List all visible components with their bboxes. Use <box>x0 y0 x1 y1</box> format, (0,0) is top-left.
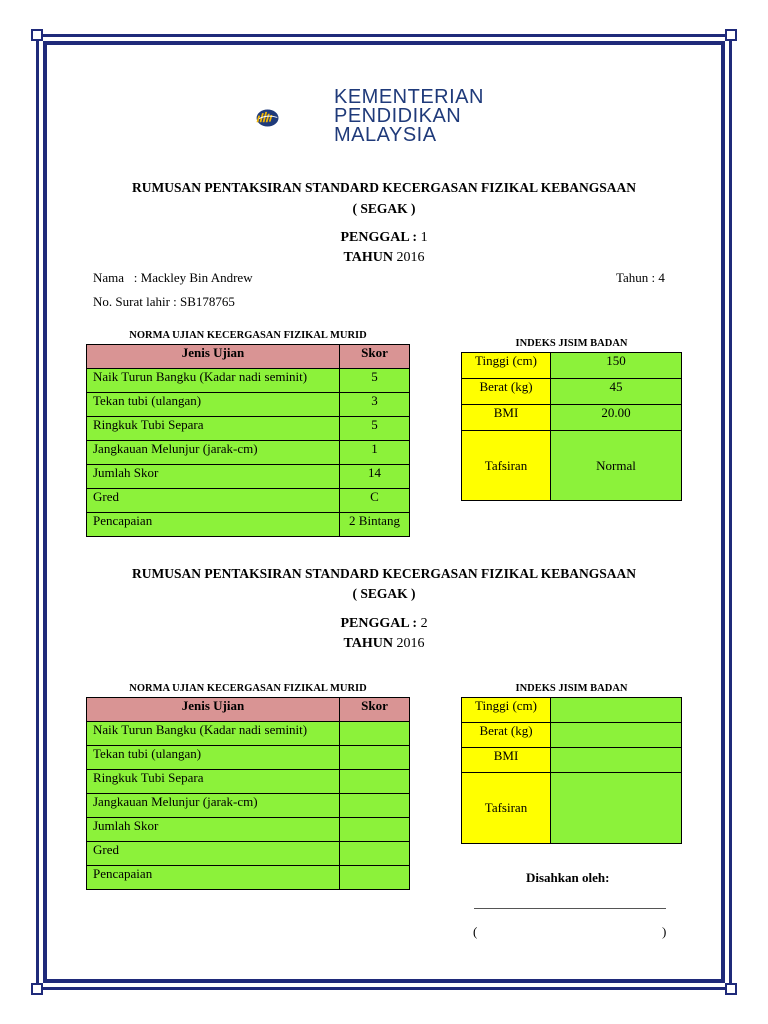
table-row <box>87 489 410 513</box>
test-score[interactable] <box>340 818 410 842</box>
test-score[interactable] <box>340 866 410 890</box>
table-header <box>87 698 410 722</box>
test-name: Jangkauan Melunjur (jarak-cm) <box>87 441 340 465</box>
logo-line-2: PENDIDIKAN <box>334 105 462 127</box>
penggal-value: 2 <box>420 616 428 631</box>
table-header <box>87 345 410 369</box>
bmi-value[interactable] <box>551 698 682 723</box>
penggal-label: PENGGAL : <box>340 230 418 245</box>
table-row <box>462 379 682 405</box>
test-name: Tekan tubi (ulangan) <box>87 746 340 770</box>
norma-table-1 <box>86 344 410 537</box>
test-score[interactable] <box>340 722 410 746</box>
corner-ornament-tl <box>31 29 43 41</box>
header-jenis: Jenis Ujian <box>87 698 340 722</box>
test-name: Gred <box>87 842 340 866</box>
penggal-value: 1 <box>420 230 428 245</box>
table-row <box>87 417 410 441</box>
test-name: Pencapaian <box>87 866 340 890</box>
bmi-label: Berat (kg) <box>462 723 551 748</box>
header-jenis: Jenis Ujian <box>87 345 340 369</box>
test-score: C <box>340 489 410 513</box>
table-row <box>87 794 410 818</box>
test-score[interactable] <box>340 842 410 866</box>
logo-line-1: KEMENTERIAN <box>334 86 484 108</box>
section2-penggal <box>0 616 768 632</box>
section1-subtitle: ( SEGAK ) <box>352 201 416 216</box>
test-name: Tekan tubi (ulangan) <box>87 393 340 417</box>
test-score: 3 <box>340 393 410 417</box>
table-row <box>87 818 410 842</box>
test-name: Gred <box>87 489 340 513</box>
bmi-label: Tinggi (cm) <box>462 353 551 379</box>
logo-line-3: MALAYSIA <box>334 124 437 146</box>
test-score: 5 <box>340 417 410 441</box>
section1-tahun <box>0 250 768 266</box>
test-name: Naik Turun Bangku (Kadar nadi seminit) <box>87 722 340 746</box>
table-row <box>462 431 682 501</box>
penggal-label: PENGGAL : <box>340 616 418 631</box>
student-year: Tahun : 4 <box>616 270 665 285</box>
table-row <box>462 405 682 431</box>
student-name <box>93 270 253 286</box>
table-row <box>87 369 410 393</box>
norma-table-2 <box>86 697 410 890</box>
table-row <box>87 465 410 489</box>
table-row <box>462 773 682 844</box>
norma-caption-1: NORMA UJIAN KECERGASAN FIZIKAL MURID <box>129 330 367 341</box>
test-name: Jumlah Skor <box>87 818 340 842</box>
test-score[interactable] <box>340 746 410 770</box>
surat-label: No. Surat lahir <box>93 294 170 309</box>
table-row <box>462 698 682 723</box>
bmi-label: BMI <box>462 405 551 431</box>
section2-title: RUMUSAN PENTAKSIRAN STANDARD KECERGASAN FIZIKAL KEBANGSAAN <box>132 566 636 581</box>
table-row <box>87 441 410 465</box>
bmi-label: BMI <box>462 748 551 773</box>
bmi-label: Tafsiran <box>462 431 551 501</box>
corner-ornament-tr <box>725 29 737 41</box>
test-score[interactable] <box>340 794 410 818</box>
bmi-label: Tinggi (cm) <box>462 698 551 723</box>
ministry-logo-text <box>334 88 484 145</box>
bmi-table-1 <box>461 352 682 501</box>
table-row <box>87 722 410 746</box>
nama-label: Nama <box>93 270 125 285</box>
name-paren-open: ( <box>473 924 478 939</box>
test-name: Ringkuk Tubi Separa <box>87 417 340 441</box>
surat-value: : SB178765 <box>173 294 235 309</box>
table-row <box>87 513 410 537</box>
test-name: Naik Turun Bangku (Kadar nadi seminit) <box>87 369 340 393</box>
tahun-value: 2016 <box>396 250 425 265</box>
table-row <box>87 866 410 890</box>
bmi-value: 45 <box>551 379 682 405</box>
bmi-value[interactable] <box>551 748 682 773</box>
bmi-table-2 <box>461 697 682 844</box>
table-row <box>87 746 410 770</box>
norma-caption-2: NORMA UJIAN KECERGASAN FIZIKAL MURID <box>129 683 367 694</box>
test-score[interactable] <box>340 770 410 794</box>
test-score: 14 <box>340 465 410 489</box>
test-score: 2 Bintang <box>340 513 410 537</box>
test-name: Jangkauan Melunjur (jarak-cm) <box>87 794 340 818</box>
bmi-value: Normal <box>551 431 682 501</box>
section2-subtitle: ( SEGAK ) <box>352 586 416 601</box>
tahun-value: 2016 <box>396 636 425 651</box>
bmi-value: 150 <box>551 353 682 379</box>
table-row <box>87 770 410 794</box>
tahun-label: TAHUN <box>343 636 394 651</box>
test-score: 1 <box>340 441 410 465</box>
corner-ornament-br <box>725 983 737 995</box>
bmi-caption-2: INDEKS JISIM BADAN <box>515 683 628 694</box>
bmi-label: Berat (kg) <box>462 379 551 405</box>
table-row <box>462 353 682 379</box>
section2-tahun <box>0 636 768 652</box>
section1-title: RUMUSAN PENTAKSIRAN STANDARD KECERGASAN FIZIKAL KEBANGSAAN <box>132 180 636 195</box>
bmi-value[interactable] <box>551 773 682 844</box>
table-row <box>87 842 410 866</box>
test-name: Ringkuk Tubi Separa <box>87 770 340 794</box>
section1-penggal <box>0 230 768 246</box>
tahun-label: TAHUN <box>343 250 394 265</box>
header-skor: Skor <box>340 345 410 369</box>
signature-line[interactable] <box>474 908 666 909</box>
name-paren-close: ) <box>662 924 667 939</box>
table-row <box>462 748 682 773</box>
bmi-caption-1: INDEKS JISIM BADAN <box>515 338 628 349</box>
birth-cert <box>93 294 235 310</box>
ministry-logo-icon <box>256 86 332 150</box>
bmi-value[interactable] <box>551 723 682 748</box>
bmi-label: Tafsiran <box>462 773 551 844</box>
test-name: Jumlah Skor <box>87 465 340 489</box>
nama-value: : Mackley Bin Andrew <box>133 270 253 285</box>
bmi-value: 20.00 <box>551 405 682 431</box>
test-name: Pencapaian <box>87 513 340 537</box>
approved-by-label: Disahkan oleh: <box>526 870 610 885</box>
table-row <box>462 723 682 748</box>
table-row <box>87 393 410 417</box>
test-score: 5 <box>340 369 410 393</box>
corner-ornament-bl <box>31 983 43 995</box>
header-skor: Skor <box>340 698 410 722</box>
